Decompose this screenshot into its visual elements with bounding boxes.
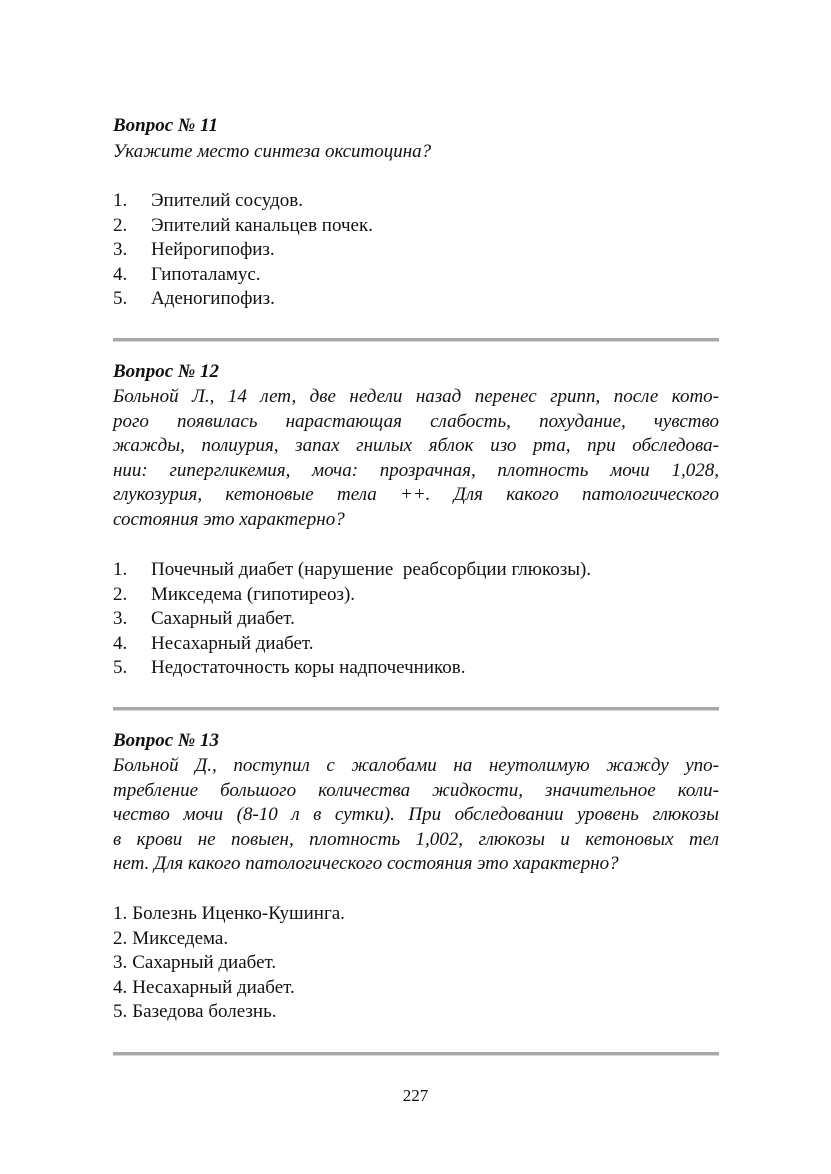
answer-option: 3. Нейрогипофиз. <box>113 239 275 261</box>
question-text-line: чество мочи (8-10 л в сутки). При обследовании уровень глюкозы <box>113 804 719 826</box>
section-divider <box>113 707 719 711</box>
question-13-title: Вопрос № 13 <box>113 730 220 751</box>
answer-option: 2. Микседема. <box>113 927 229 949</box>
question-text-line: жажды, полиурия, запах гнилых яблок изо рта, при обследова- <box>113 435 719 457</box>
question-text-line: рого появилась нарастающая слабость, похудание, чувство <box>113 410 719 432</box>
page-number: 227 <box>402 1086 429 1105</box>
section-divider <box>113 1052 719 1056</box>
question-text-line: нет. Для какого патологического состояния это характерно? <box>113 853 619 875</box>
question-text-line: нии: гипергликемия, моча: прозрачная, плотность мочи 1,028, <box>113 459 719 481</box>
question-text-line: требление большого количества жидкости, значительное коли- <box>113 779 719 801</box>
question-11-answers <box>113 189 373 312</box>
answer-option: 1. Болезнь Иценко-Кушинга. <box>113 903 345 924</box>
answer-option: 5. Базедова болезнь. <box>113 1001 277 1023</box>
answer-option: 4. Гипоталамус. <box>113 263 261 285</box>
question-12-answers <box>113 558 591 681</box>
question-text-line: Укажите место синтеза окситоцина? <box>113 141 432 162</box>
question-text-line: Больной Д., поступил с жалобами на неутолимую жажду упо- <box>113 755 719 776</box>
question-text-line: глукозурия, кетоновые тела ++. Для какого патологического <box>113 484 719 506</box>
question-12-title: Вопрос № 12 <box>113 361 220 382</box>
question-13-text <box>113 754 719 877</box>
question-text-line: в крови не повыен, плотность 1,002, глюкозы и кетоновых тел <box>113 828 719 850</box>
answer-option: 5. Недостаточность коры надпочечников. <box>113 657 466 679</box>
answer-option: 3. Сахарный диабет. <box>113 952 277 974</box>
answer-option: 3. Сахарный диабет. <box>113 608 295 630</box>
answer-option: 1. Почечный диабет (нарушение реабсорбции глюкозы). <box>113 559 592 580</box>
question-text-line: Больной Л., 14 лет, две недели назад перенес грипп, после кото- <box>113 386 719 407</box>
question-11-title: Вопрос № 11 <box>113 115 219 136</box>
question-13-answers <box>113 902 345 1025</box>
answer-option: 2. Эпителий канальцев почек. <box>113 214 373 236</box>
answer-option: 4. Несахарный диабет. <box>113 976 295 998</box>
question-text-line: состояния это характерно? <box>113 508 345 530</box>
question-11-text <box>113 140 719 165</box>
section-divider <box>113 338 719 342</box>
answer-option: 2. Микседема (гипотиреоз). <box>113 583 356 605</box>
question-12-text <box>113 385 719 533</box>
answer-option: 1. Эпителий сосудов. <box>113 190 303 211</box>
answer-option: 4. Несахарный диабет. <box>113 632 314 654</box>
answer-option: 5. Аденогипофиз. <box>113 288 275 310</box>
